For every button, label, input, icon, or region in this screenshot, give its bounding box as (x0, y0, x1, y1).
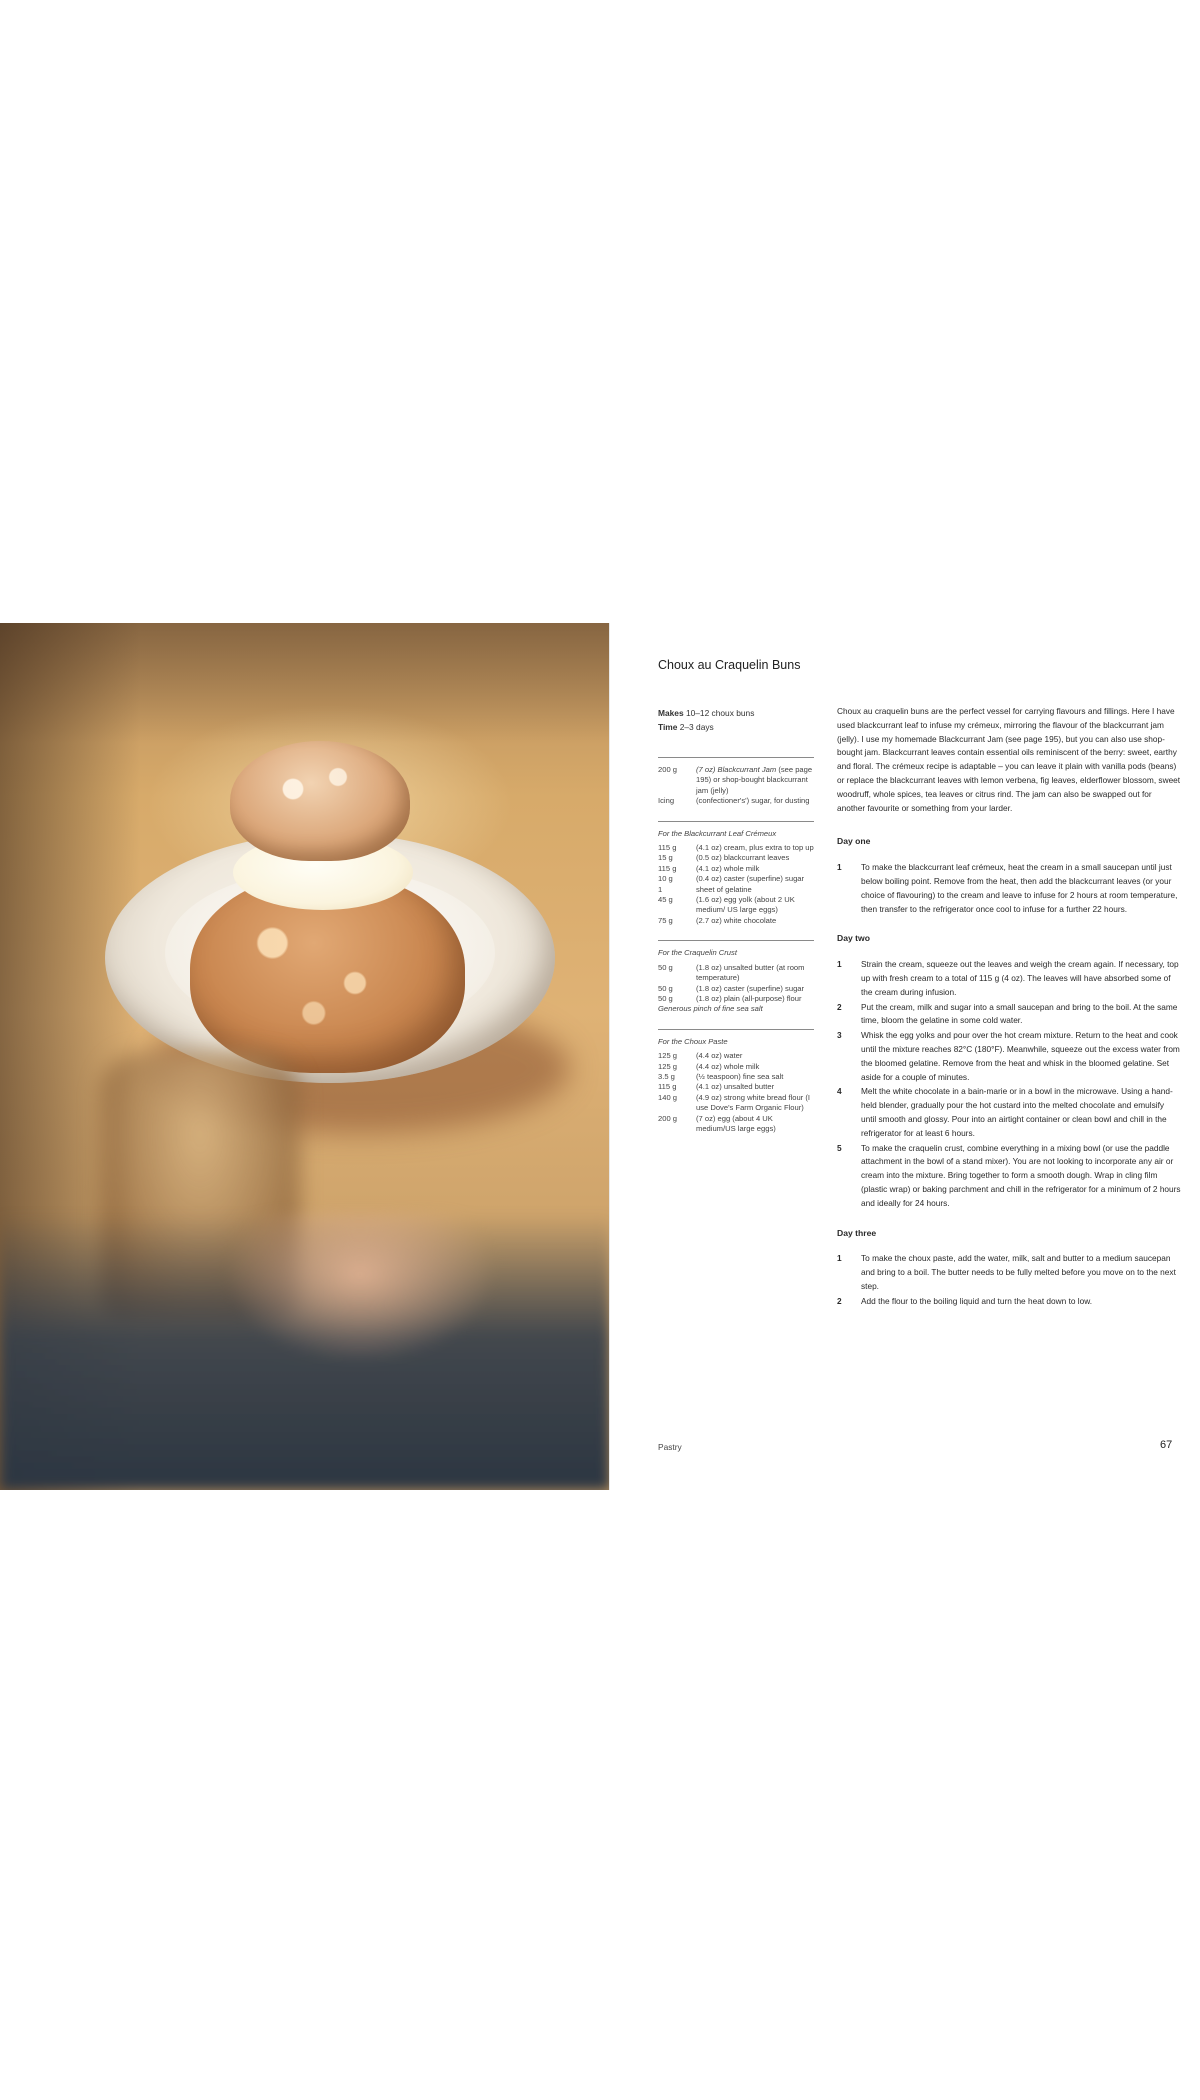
ingredient-desc: (1.8 oz) caster (superfine) sugar (696, 983, 805, 993)
ingredient-row (658, 885, 814, 895)
ingredient-group (658, 948, 814, 1014)
ingredient-desc: sheet of gelatine (696, 884, 752, 894)
ingredient-desc-italic: (7 oz) Blackcurrant Jam (696, 765, 777, 774)
divider (658, 1029, 814, 1030)
ingredient-row (658, 874, 814, 884)
step-number: 2 (837, 1001, 842, 1012)
ingredient-group (658, 1037, 814, 1135)
ingredient-row (658, 864, 814, 874)
ingredient-row (658, 1082, 814, 1092)
ingredient-qty: 115 g (658, 843, 677, 853)
time-value: 2–3 days (679, 722, 714, 732)
ingredient-qty: 125 g (658, 1061, 678, 1071)
ingredient-qty: 140 g (658, 1092, 678, 1102)
ingredients-column (658, 757, 814, 1148)
ingredient-row (658, 963, 814, 984)
step-list (837, 1252, 1181, 1308)
ingredient-row (658, 1093, 814, 1114)
ingredient-qty: 50 g (658, 993, 673, 1003)
ingredient-qty: 200 g (658, 765, 678, 774)
ingredient-desc (696, 765, 814, 796)
step-text: To make the blackcurrant leaf crémeux, heat the cream in a small saucepan until just below boiling point. Remove from the heat, then add the blackcurrant leaves (or your choice of flavouring) to the cream and leave to infuse for 2 hours at room temperature, then transfer to the refrigerator once cool to infuse for a further 22 hours. (861, 862, 1178, 914)
recipe-intro: Choux au craquelin buns are the perfect vessel for carrying flavours and fillings. Here I have used blackcurrant leaf to infuse my crémeux, mirroring the flavour of the blackcurrant jam (jelly). I use my homemade Blackcurrant Jam (see page 195), but you can also use shop-bought jam. Blackcurrant leaves contain essential oils reminiscent of the berry: sweet, earthy and floral. The crémeux recipe is adaptable – you can leave it plain with vanilla pods (beans) or replace the blackcurrant leaves with lemon verbena, fig leaves, elderflower blossom, sweet woodruff, whole spices, tea leaves or citrus rind. The jam can also be swapped out for another favourite or something from your larder. (837, 706, 1181, 813)
divider (658, 757, 814, 758)
method-step (837, 958, 1181, 999)
step-number: 3 (837, 1030, 842, 1041)
step-text: Put the cream, milk and sugar into a small saucepan and bring to the boil. At the same time, bloom the gelatine in some cold water. (861, 1001, 1178, 1026)
makes-label: Makes (658, 708, 684, 718)
ingredient-desc: (4.1 oz) cream, plus extra to top up (696, 843, 814, 853)
recipe-meta (658, 706, 818, 734)
ingredient-row (658, 796, 814, 806)
recipe-title: Choux au Craquelin Buns (658, 658, 801, 672)
step-list (837, 861, 1181, 916)
ingredient-group-title: For the Choux Paste (658, 1036, 728, 1046)
page-number: 67 (1160, 1439, 1173, 1451)
method-days (837, 835, 1181, 1308)
hand-holding-glass (0, 1213, 610, 1490)
ingredient-desc-text: (see page 195) or shop-bought blackcurrant jam (jelly) (696, 765, 813, 795)
time-line (658, 720, 818, 734)
step-text: To make the choux paste, add the water, milk, salt and butter to a medium saucepan and bring to a boil. The butter needs to be fully melted before you move on to the next step. (861, 1253, 1176, 1291)
ingredient-group (658, 829, 814, 927)
method-column (837, 705, 1181, 1324)
ingredient-desc: (1.8 oz) unsalted butter (at room temperature) (696, 962, 805, 983)
ingredient-group-title: For the Craquelin Crust (658, 948, 737, 958)
ingredient-row (658, 853, 814, 863)
ingredient-row (658, 916, 814, 926)
ingredient-qty: Icing (658, 796, 675, 806)
divider (658, 821, 814, 822)
step-text: Whisk the egg yolks and pour over the hot cream mixture. Return to the heat and cook until the mixture reaches 82°C (180°F). Meanwhile, squeeze out the excess water from the bloomed gelatine. Remove from the heat and whisk in the bloomed gelatine. Set aside for a couple of minutes. (861, 1030, 1180, 1082)
day-heading: Day three (837, 1227, 877, 1238)
ingredient-desc: (½ teaspoon) fine sea salt (696, 1071, 784, 1081)
day-heading: Day one (837, 836, 871, 847)
ingredient-qty: 50 g (658, 983, 673, 993)
ingredient-row (658, 1062, 814, 1072)
ingredient-note: Generous pinch of fine sea salt (658, 1004, 763, 1014)
ingredient-group-toppings (658, 765, 814, 807)
step-text: To make the craquelin crust, combine everything in a mixing bowl (or use the paddle attachment in the bowl of a stand mixer). You are not looking to incorporate any air or cream into the mixture. Bring together to form a smooth dough. Wrap in cling film (plastic wrap) or baking parchment and chill in the refrigerator for a minimum of 2 hours and ideally for 24 hours. (861, 1142, 1181, 1208)
ingredient-desc: (4.1 oz) unsalted butter (696, 1082, 775, 1092)
step-text: Strain the cream, squeeze out the leaves and weigh the cream again. If necessary, top up with fresh cream to a total of 115 g (4 oz). The leaves will have absorbed some of the cream during infusion. (861, 959, 1179, 997)
footer-section-name: Pastry (658, 1442, 682, 1452)
step-text: Add the flour to the boiling liquid and turn the heat down to low. (861, 1295, 1093, 1306)
ingredient-groups (658, 821, 814, 1135)
ingredient-row (658, 895, 814, 916)
step-number: 1 (837, 1253, 842, 1264)
method-step (837, 1295, 1181, 1309)
ingredient-group-title: For the Blackcurrant Leaf Crémeux (658, 828, 777, 838)
method-step (837, 1252, 1181, 1293)
ingredient-qty: 45 g (658, 895, 673, 905)
ingredient-desc: (0.5 oz) blackcurrant leaves (696, 853, 790, 863)
ingredient-row (658, 1072, 814, 1082)
ingredient-desc: (4.4 oz) whole milk (696, 1061, 760, 1071)
method-step (837, 861, 1181, 916)
makes-value: 10–12 choux buns (685, 708, 755, 718)
page-gutter (609, 623, 610, 1490)
ingredient-qty: 15 g (658, 853, 673, 863)
ingredient-desc: (confectioner's') sugar, for dusting (696, 796, 810, 806)
ingredient-qty: 75 g (658, 915, 673, 925)
ingredient-desc: (1.6 oz) egg yolk (about 2 UK medium/ US large eggs) (696, 895, 795, 915)
step-number: 1 (837, 959, 842, 970)
ingredient-desc: (4.1 oz) whole milk (696, 863, 760, 873)
ingredient-row (658, 765, 814, 796)
step-list (837, 958, 1181, 1210)
ingredient-row (658, 1114, 814, 1135)
step-number: 4 (837, 1086, 842, 1097)
step-number: 1 (837, 862, 842, 873)
divider (658, 940, 814, 941)
step-number: 5 (837, 1142, 842, 1153)
ingredient-row (658, 1051, 814, 1061)
time-label: Time (658, 722, 678, 732)
method-step (837, 1142, 1181, 1211)
ingredient-desc: (7 oz) egg (about 4 UK medium/US large eggs) (696, 1113, 776, 1133)
ingredient-qty: 10 g (658, 874, 673, 884)
ingredient-row (658, 984, 814, 994)
ingredient-qty: 50 g (658, 962, 673, 972)
method-step (837, 1029, 1181, 1084)
ingredient-qty: 115 g (658, 863, 677, 873)
ingredient-row (658, 994, 814, 1004)
ingredient-qty: 115 g (658, 1082, 677, 1092)
recipe-photo (0, 623, 610, 1490)
method-step (837, 1001, 1181, 1029)
ingredient-desc: (1.8 oz) plain (all-purpose) flour (696, 993, 802, 1003)
ingredient-qty: 200 g (658, 1113, 678, 1123)
step-text: Melt the white chocolate in a bain-marie or in a bowl in the microwave. Using a hand-held blender, gradually pour the hot custard into the melted chocolate and emulsify until smooth and glossy. Pour into an airtight container or clean bowl and chill in the refrigerator for at least 6 hours. (861, 1086, 1173, 1138)
ingredient-qty: 1 (658, 884, 663, 894)
step-number: 2 (837, 1295, 842, 1306)
ingredient-desc: (4.4 oz) water (696, 1051, 743, 1061)
ingredient-desc: (0.4 oz) caster (superfine) sugar (696, 874, 805, 884)
method-step (837, 1085, 1181, 1140)
choux-bun-top (230, 741, 410, 861)
day-heading: Day two (837, 933, 870, 944)
ingredient-desc: (4.9 oz) strong white bread flour (I use Dove's Farm Organic Flour) (696, 1092, 810, 1113)
ingredient-qty: 125 g (658, 1051, 678, 1061)
ingredient-qty: 3.5 g (658, 1071, 675, 1081)
ingredient-desc: (2.7 oz) white chocolate (696, 915, 777, 925)
ingredient-row (658, 843, 814, 853)
makes-line (658, 706, 818, 720)
